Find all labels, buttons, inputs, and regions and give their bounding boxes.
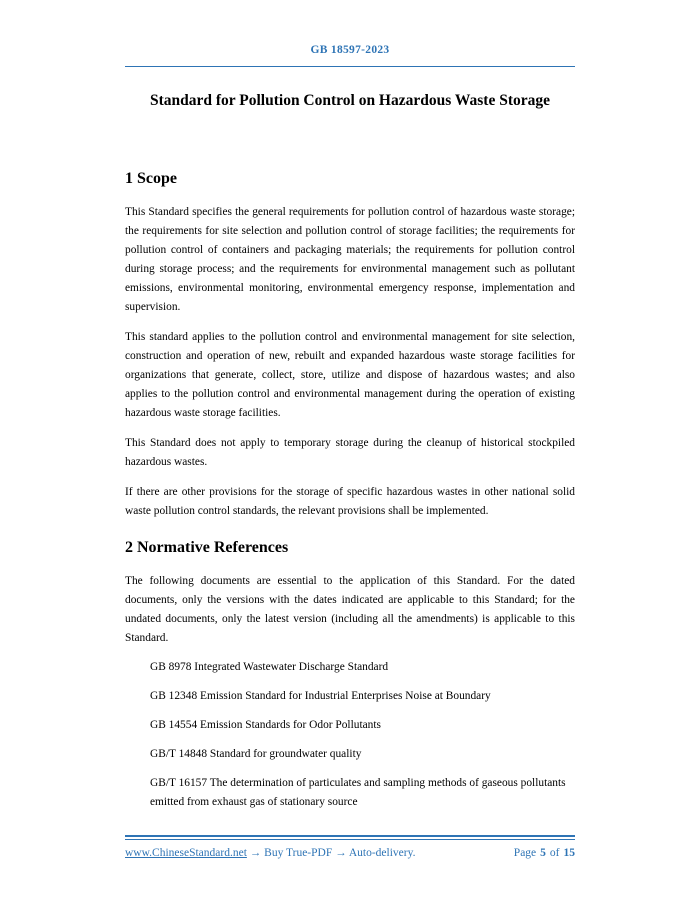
page-indicator: [514, 847, 575, 859]
section-heading-scope: 1 Scope: [125, 170, 177, 187]
page-word: Page: [513, 847, 537, 859]
reference-item: GB 12348 Emission Standard for Industrial Enterprises Noise at Boundary: [150, 690, 491, 702]
references-intro: The following documents are essential to the application of this Standard. For the dated documents, only the versions with the dates indicated are applicable to this Standard; for the undated documents, only the latest version (including all the amendments) is applicable to this Standard.: [125, 575, 575, 644]
footer-promo: [125, 847, 415, 859]
document-content: [0, 92, 700, 812]
page-number: 5: [540, 847, 546, 859]
header-rule: [125, 66, 575, 67]
header-doc-number: GB 18597-2023: [310, 44, 390, 56]
reference-item: GB 8978 Integrated Wastewater Discharge Standard: [150, 661, 389, 673]
of-word: of: [549, 847, 560, 859]
reference-item: GB/T 14848 Standard for groundwater quality: [150, 748, 362, 760]
scope-paragraph-3: This Standard does not apply to temporary storage during the cleanup of historical stockpiled hazardous wastes.: [125, 437, 575, 468]
section-heading-normative-references: 2 Normative References: [125, 539, 289, 556]
document-title: Standard for Pollution Control on Hazardous Waste Storage: [149, 92, 551, 109]
footer-row: [125, 847, 575, 859]
page-footer: [125, 835, 575, 859]
footer-tagline: → Buy True-PDF → Auto-delivery.: [246, 847, 416, 859]
total-pages: 15: [563, 847, 575, 859]
website-link[interactable]: www.ChineseStandard.net: [125, 847, 247, 859]
reference-item: GB/T 16157 The determination of particulates and sampling methods of gaseous pollutants emitted from exhaust gas of stationary source: [150, 777, 566, 808]
scope-paragraph-4: If there are other provisions for the storage of specific hazardous wastes in other national solid waste pollution control standards, the relevant provisions shall be implemented.: [125, 486, 575, 517]
scope-paragraph-1: This Standard specifies the general requirements for pollution control of hazardous waste storage; the requirements for site selection and pollution control of storage facilities; the requirements for pollution control of containers and packaging materials; the requirements for pollution control during storage process; and the requirements for environmental management such as pollutant emissions, environmental monitoring, environmental emergency response, implementation and supervision.: [125, 206, 575, 313]
reference-item: GB 14554 Emission Standards for Odor Pollutants: [150, 719, 381, 731]
scope-paragraph-2: This standard applies to the pollution control and environmental management for site selection, construction and operation of new, rebuilt and expanded hazardous waste storage facilities for organizations that generate, collect, store, utilize and dispose of hazardous wastes; and also applies to the pollution control and environmental management during the operation of existing hazardous waste storage facilities.: [125, 331, 575, 419]
footer-rule: [125, 835, 575, 840]
